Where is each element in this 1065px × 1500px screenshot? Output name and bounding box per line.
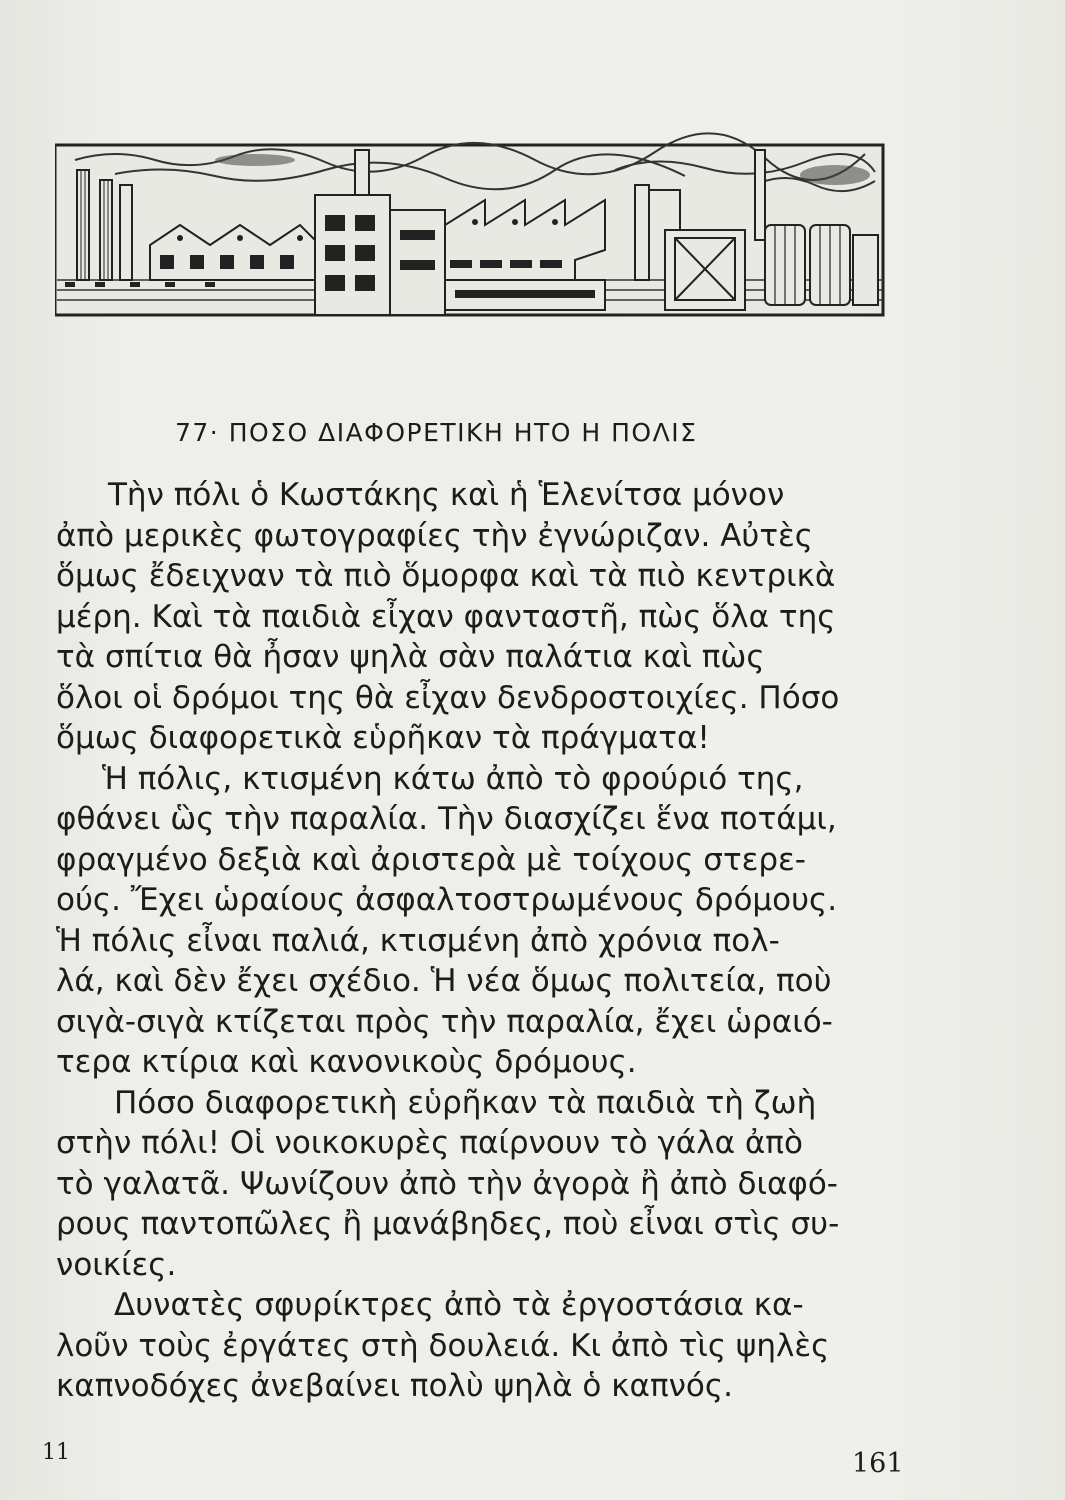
text-line: σιγὰ-σιγὰ κτίζεται πρὸς τὴν παραλία, ἔχει ὡραιό-: [56, 1003, 833, 1040]
text-line: ούς. Ἔχει ὡραίους ἀσφαλτοστρωμένους δρόμους.: [56, 882, 838, 918]
text-line: τὸ γαλατᾶ. Ψωνίζουν ἀπὸ τὴν ἀγορὰ ἢ ἀπὸ διαφό-: [56, 1165, 838, 1202]
paragraph: [56, 1083, 898, 1286]
chapter-title: 77· ΠΟΣΟ ΔΙΑΦΟΡΕΤΙΚΗ ΗΤΟ Η ΠΟΛΙΣ: [175, 418, 698, 447]
text-line: Τὴν πόλι ὁ Κωστάκης καὶ ἡ Ἑλενίτσα μόνον: [108, 477, 785, 513]
paragraph: [56, 759, 898, 1083]
text-line: νοικίες.: [56, 1246, 177, 1283]
signature-mark: 11: [42, 1440, 70, 1465]
text-line: Δυνατὲς σφυρίκτρες ἀπὸ τὰ ἐργοστάσια κα-: [114, 1287, 804, 1323]
text-line: λοῦν τοὺς ἐργάτες στὴ δουλειά. Κι ἀπὸ τὶς ψηλὲς: [56, 1327, 830, 1364]
text-line: στὴν πόλι! Οἱ νοικοκυρὲς παίρνουν τὸ γάλα ἀπὸ: [56, 1125, 803, 1161]
paragraph: [56, 475, 898, 759]
text-line: Ἡ πόλις εἶναι παλιά, κτισμένη ἀπὸ χρόνια πολ-: [56, 922, 780, 959]
text-line: Πόσο διαφορετικὴ εὑρῆκαν τὰ παιδιὰ τὴ ζωὴ: [114, 1084, 817, 1121]
paragraph: [56, 1285, 898, 1407]
text-line: ἀπὸ μερικὲς φωτογραφίες τὴν ἐγνώριζαν. Αὐτὲς: [56, 517, 813, 554]
text-line: τὰ σπίτια θὰ ἦσαν ψηλὰ σὰν παλάτια καὶ πὼς: [56, 639, 765, 675]
text-line: φθάνει ὣς τὴν παραλία. Τὴν διασχίζει ἕνα ποτάμι,: [56, 801, 837, 837]
factory-skyline-illustration: [55, 130, 885, 325]
text-line: καπνοδόχες ἀνεβαίνει πολὺ ψηλὰ ὁ καπνός.: [56, 1368, 733, 1404]
text-line: ὅμως ἔδειχναν τὰ πιὸ ὅμορφα καὶ τὰ πιὸ κεντρικὰ: [56, 558, 836, 594]
text-line: φραγμένο δεξιὰ καὶ ἀριστερὰ μὲ τοίχους στερε-: [56, 841, 806, 878]
text-line: μέρη. Καὶ τὰ παιδιὰ εἶχαν φανταστῆ, πὼς ὅλα της: [56, 598, 836, 635]
text-line: Ἡ πόλις, κτισμένη κάτω ἀπὸ τὸ φρούριό της,: [102, 760, 804, 797]
text-line: τερα κτίρια καὶ κανονικοὺς δρόμους.: [56, 1044, 637, 1080]
page-number: 161: [852, 1448, 904, 1479]
text-line: ὅμως διαφορετικὰ εὑρῆκαν τὰ πράγματα!: [56, 720, 710, 756]
body-text: [56, 475, 898, 1407]
text-line: ὅλοι οἱ δρόμοι της θὰ εἶχαν δενδροστοιχίες. Πόσο: [56, 679, 840, 716]
text-line: λά, καὶ δὲν ἔχει σχέδιο. Ἡ νέα ὅμως πολιτεία, ποὺ: [56, 963, 832, 999]
text-line: ρους παντοπῶλες ἢ μανάβηδες, ποὺ εἶναι στὶς συ-: [56, 1206, 840, 1242]
